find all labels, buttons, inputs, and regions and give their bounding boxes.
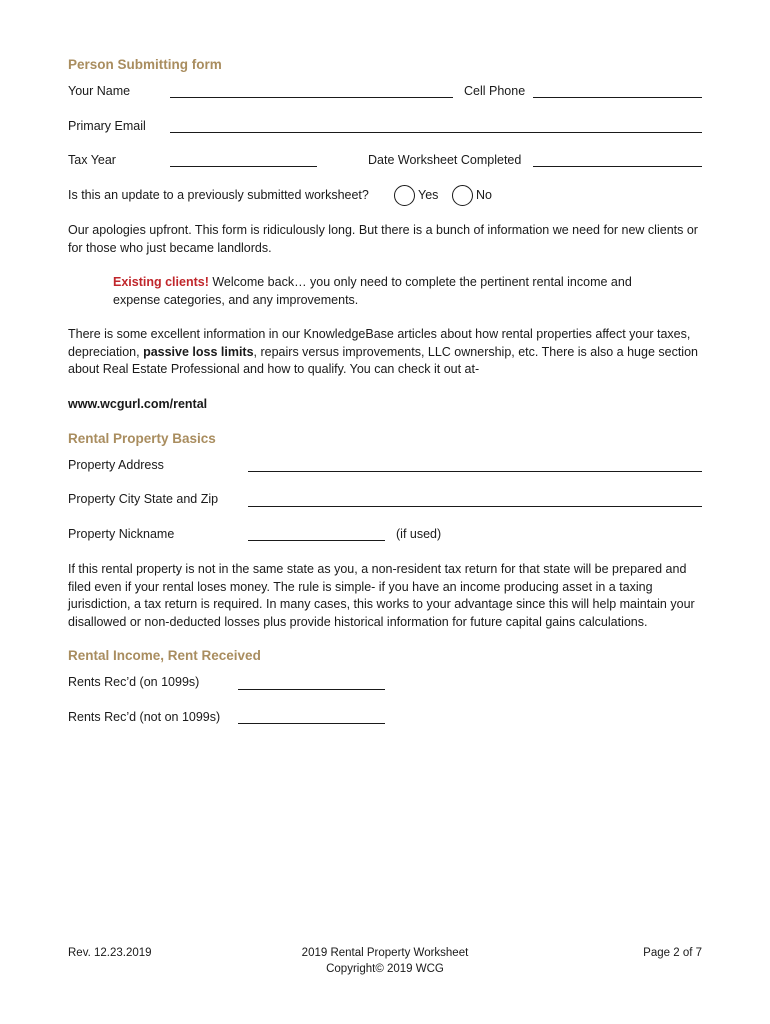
if-used-note: (if used) [396, 527, 442, 541]
apology-paragraph: Our apologies upfront. This form is ridiculously long. But there is a bunch of information we need for new clients or for those who just became landlords. [68, 223, 698, 255]
no-radio[interactable] [452, 185, 473, 206]
property-address-field[interactable] [248, 471, 702, 472]
no-label: No [476, 188, 492, 202]
kb-text-2: , repairs versus improvements, LLC ownership, etc. There is also a huge section about Real Estate Professional and how to qualify. You can check it out at- [68, 344, 698, 376]
property-nickname-field[interactable] [248, 540, 385, 541]
section-heading-rental-income: Rental Income, Rent Received [68, 648, 261, 663]
rents-not-1099-label: Rents Rec’d (not on 1099s) [68, 710, 221, 724]
property-nickname-label: Property Nickname [68, 527, 175, 541]
footer-revision: Rev. 12.23.2019 [68, 947, 152, 959]
footer-page-number: Page 2 of 7 [643, 947, 702, 959]
property-city-field[interactable] [248, 506, 702, 507]
rents-1099-label: Rents Rec’d (on 1099s) [68, 675, 200, 689]
update-question: Is this an update to a previously submitted worksheet? [68, 188, 369, 202]
yes-radio[interactable] [394, 185, 415, 206]
cell-phone-field[interactable] [533, 97, 702, 98]
knowledgebase-paragraph [68, 326, 708, 379]
rental-url-link[interactable]: www.wcgurl.com/rental [68, 397, 208, 411]
primary-email-label: Primary Email [68, 119, 146, 133]
cell-phone-label: Cell Phone [464, 84, 526, 98]
section-heading-property-basics: Rental Property Basics [68, 431, 216, 446]
existing-clients-label: Existing clients! [113, 275, 209, 289]
section-heading-submitter: Person Submitting form [68, 57, 222, 72]
date-completed-label: Date Worksheet Completed [368, 153, 522, 167]
tax-year-field[interactable] [170, 166, 317, 167]
yes-label: Yes [418, 188, 439, 202]
property-address-label: Property Address [68, 458, 164, 472]
footer-title: 2019 Rental Property Worksheet [301, 947, 469, 959]
property-city-label: Property City State and Zip [68, 492, 219, 506]
kb-bold-text: passive loss limits [143, 344, 254, 359]
rents-not-1099-field[interactable] [238, 723, 385, 724]
nonresident-paragraph: If this rental property is not in the same state as you, a non-resident tax return for that state will be prepared and filed even if your rental loses money. The rule is simple- if you have an income producing asset in a taxing jurisdiction, a tax return is required. In many cases, this works to your advantage since this will help maintain your disallowed or non-deducted losses plus provide historical information for future capital gains calculations. [68, 562, 695, 629]
date-completed-field[interactable] [533, 166, 702, 167]
your-name-field[interactable] [170, 97, 453, 98]
your-name-label: Your Name [68, 84, 131, 98]
footer-copyright: Copyright© 2019 WCG [326, 963, 444, 975]
primary-email-field[interactable] [170, 132, 702, 133]
rents-1099-field[interactable] [238, 689, 385, 690]
existing-clients-paragraph [113, 274, 673, 309]
kb-text-1: There is some excellent information in our KnowledgeBase articles about how rental properties affect your taxes, depreciation, [68, 327, 691, 359]
existing-clients-body: Welcome back… you only need to complete the pertinent rental income and expense categories, and any improvements. [113, 275, 632, 307]
tax-year-label: Tax Year [68, 153, 116, 167]
